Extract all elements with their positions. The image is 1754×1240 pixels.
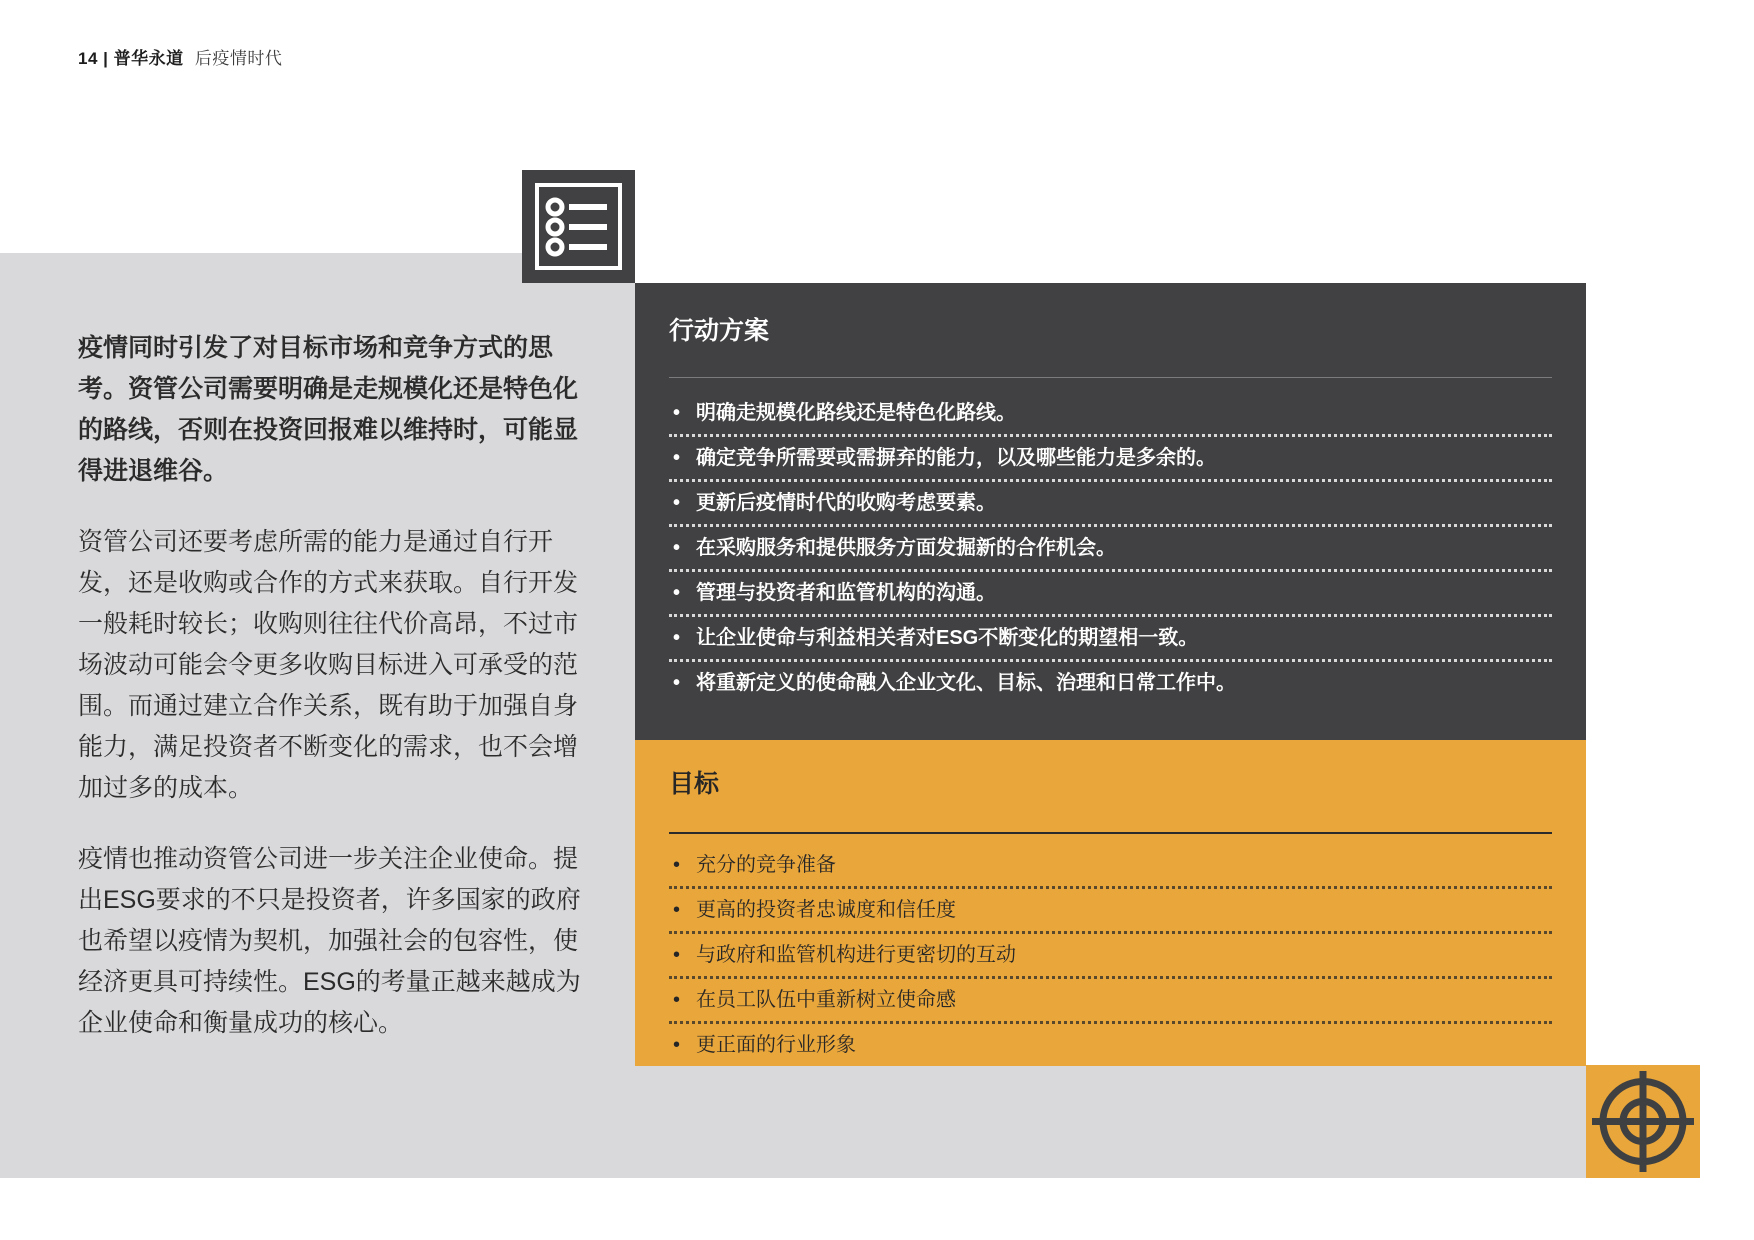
action-plan-item-label: 更新后疫情时代的收购考虑要素。 — [696, 492, 996, 514]
action-plan-panel — [635, 283, 1586, 740]
action-plan-item-label: 确定竞争所需要或需摒弃的能力，以及哪些能力是多余的。 — [696, 447, 1216, 469]
page-number: 14 | 普华永道 — [78, 49, 184, 68]
goal-item-label: 更正面的行业形象 — [696, 1034, 856, 1056]
action-plan-item — [669, 437, 1552, 482]
action-plan-item — [669, 572, 1552, 617]
action-plan-title: 行动方案 — [669, 317, 770, 345]
intro-lead-paragraph: 疫情同时引发了对目标市场和竞争方式的思考。资管公司需要明确是走规模化还是特色化的路线，否则在投资回报难以维持时，可能显得进退维谷。 — [78, 334, 579, 485]
action-plan-item — [669, 482, 1552, 527]
goal-item — [669, 889, 1552, 934]
intro-paragraph-2: 资管公司还要考虑所需的能力是通过自行开发，还是收购或合作的方式来获取。自行开发一般耗时较长；收购则往往代价高昂，不过市场波动可能会令更多收购目标进入可承受的范围。而通过建立合作关系，既有助于加强自身能力，满足投资者不断变化的需求，也不会增加过多的成本。 — [78, 528, 579, 802]
goal-item — [669, 934, 1552, 979]
action-plan-item-label: 在采购服务和提供服务方面发掘新的合作机会。 — [696, 537, 1116, 559]
goal-item — [669, 979, 1552, 1024]
action-plan-divider — [669, 377, 1552, 378]
goal-item-label: 在员工队伍中重新树立使命感 — [696, 989, 956, 1011]
action-plan-item — [669, 662, 1552, 704]
goals-title: 目标 — [669, 770, 720, 798]
intro-text-column — [78, 328, 602, 1074]
target-icon-box — [1586, 1065, 1700, 1178]
goal-item-label: 更高的投资者忠诚度和信任度 — [696, 899, 956, 921]
action-plan-item — [669, 392, 1552, 437]
action-plan-item — [669, 617, 1552, 662]
goals-divider — [669, 832, 1552, 834]
top-white-strip — [635, 253, 1586, 283]
goal-item — [669, 1024, 1552, 1066]
target-icon — [1586, 1065, 1700, 1178]
action-plan-item-label: 让企业使命与利益相关者对ESG不断变化的期望相一致。 — [696, 627, 1199, 649]
goal-item-label: 与政府和监管机构进行更密切的互动 — [696, 944, 1016, 966]
checklist-icon-box — [522, 170, 635, 283]
intro-paragraph-3: 疫情也推动资管公司进一步关注企业使命。提出ESG要求的不只是投资者，许多国家的政府也希望以疫情为契机，加强社会的包容性，使经济更具可持续性。ESG的考量正越来越成为企业使命和衡量成功的核心。 — [78, 845, 581, 1037]
action-plan-item — [669, 527, 1552, 572]
page-header — [78, 44, 282, 69]
goals-list — [669, 844, 1552, 1066]
goal-item-label: 充分的竞争准备 — [696, 854, 836, 876]
checklist-icon — [522, 170, 635, 283]
doc-title: 后疫情时代 — [194, 49, 283, 68]
goals-panel — [635, 740, 1586, 1066]
action-plan-item-label: 管理与投资者和监管机构的沟通。 — [696, 582, 996, 604]
action-plan-list — [669, 392, 1552, 704]
action-plan-item-label: 明确走规模化路线还是特色化路线。 — [696, 402, 1016, 424]
goal-item — [669, 844, 1552, 889]
action-plan-item-label: 将重新定义的使命融入企业文化、目标、治理和日常工作中。 — [696, 672, 1236, 694]
